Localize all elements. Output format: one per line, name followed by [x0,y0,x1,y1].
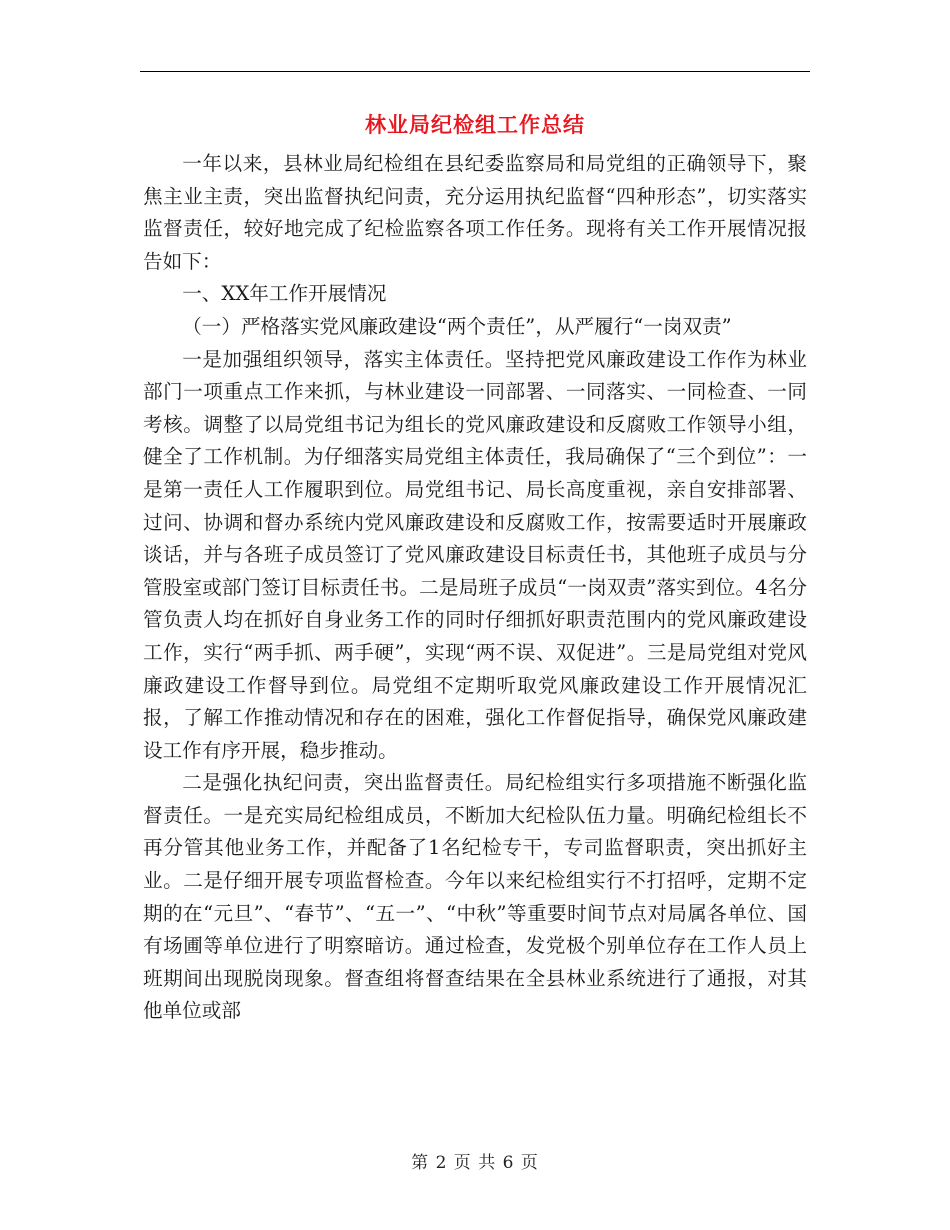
page-number: 第 2 页 共 6 页 [411,1153,539,1173]
document-body [143,148,807,1028]
subsection-heading: （一）严格落实党风廉政建设“两个责任”，从严履行“一岗双责” [182,314,732,338]
header-rule [140,71,810,72]
paragraph-supervision: 二是强化执纪问责，突出监督责任。局纪检组实行多项措施不断强化监督责任。一是充实局纪检组成员，不断加大纪检队伍力量。明确纪检组长不再分管其他业务工作，并配备了1名纪检专干，专司监督职责，突出抓好主业。二是仔细开展专项监督检查。今年以来纪检组实行不打招呼，定期不定期的在“元旦”、“春节”、“五一”、“中秋”等重要时间节点对局属各单位、国有场圃等单位进行了明察暗访。通过检查，发党极个别单位存在工作人员上班期间出现脱岗现象。督查组将督查结果在全县林业系统进行了通报，对其他单位或部 [143,771,807,1023]
paragraph-organization: 一是加强组织领导，落实主体责任。坚持把党风廉政建设工作作为林业部门一项重点工作来抓，与林业建设一同部署、一同落实、一同检查、一同考核。调整了以局党组书记为组长的党风廉政建设和反腐败工作领导小组，健全了工作机制。为仔细落实局党组主体责任，我局确保了“三个到位”：一是第一责任人工作履职到位。局党组书记、局长高度重视，亲自安排部署、过问、协调和督办系统内党风廉政建设和反腐败工作，按需要适时开展廉政谈话，并与各班子成员签订了党风廉政建设目标责任书，其他班子成员与分管股室或部门签订目标责任书。二是局班子成员“一岗双责”落实到位。4名分管负责人均在抓好自身业务工作的同时仔细抓好职责范围内的党风廉政建设工作，实行“两手抓、两手硬”，实现“两不误、双促进”。三是局党组对党风廉政建设工作督导到位。局党组不定期听取党风廉政建设工作开展情况汇报，了解工作推动情况和存在的困难，强化工作督促指导，确保党风廉政建设工作有序开展，稳步推动。 [143,347,807,762]
section-heading: 一、XX年工作开展情况 [182,282,387,306]
document-title: 林业局纪检组工作总结 [365,112,585,137]
paragraph-intro: 一年以来，县林业局纪检组在县纪委监察局和局党组的正确领导下，聚焦主业主责，突出监督执纪问责，充分运用执纪监督“四种形态”，切实落实监督责任，较好地完成了纪检监察各项工作任务。现将有关工作开展情况报告如下： [143,152,807,273]
